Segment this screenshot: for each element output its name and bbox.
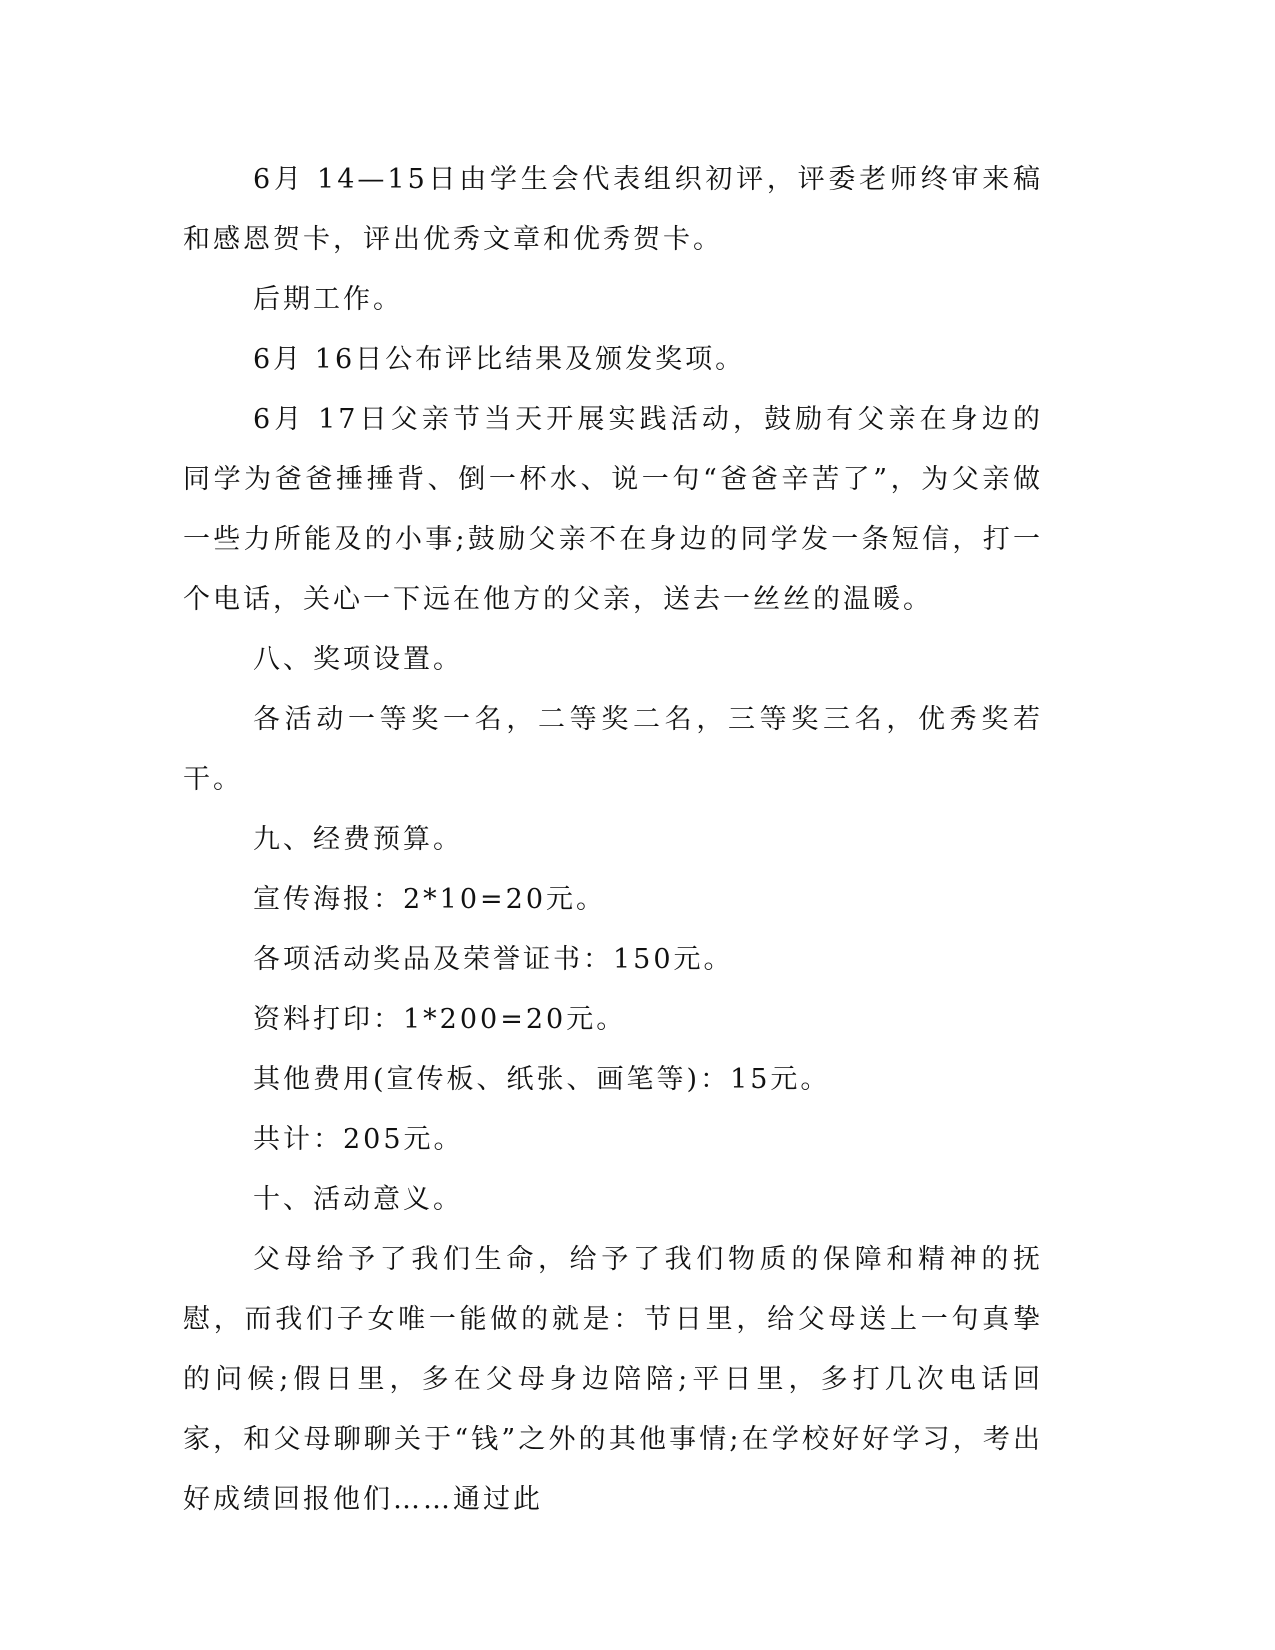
budget-item-other: 其他费用(宣传板、纸张、画笔等)：15元。 (253, 1064, 831, 1095)
paragraph-significance: 父母给予了我们生命，给予了我们物质的保障和精神的抚慰，而我们子女唯一能做的就是：节日里，给父母送上一句真挚的问候;假日里，多在父母身边陪陪;平日里，多打几次电话回家，和父母聊聊关于“钱”之外的其他事情;在学校好好学习，考出好成绩回报他们……通过此 (183, 1244, 1043, 1515)
paragraph-review-schedule: 6月 14—15日由学生会代表组织初评，评委老师终审来稿和感恩贺卡，评出优秀文章和优秀贺卡。 (183, 164, 1043, 255)
budget-item-printing: 资料打印：1*200=20元。 (253, 1004, 627, 1035)
paragraph-award-details: 各活动一等奖一名，二等奖二名，三等奖三名，优秀奖若干。 (183, 704, 1043, 795)
paragraph-results-announcement: 6月 16日公布评比结果及颁发奖项。 (253, 344, 746, 375)
paragraph-later-work: 后期工作。 (253, 284, 403, 315)
budget-item-posters: 宣传海报：2*10=20元。 (253, 884, 607, 915)
heading-award-settings: 八、奖项设置。 (253, 644, 463, 675)
heading-budget: 九、经费预算。 (253, 824, 463, 855)
paragraph-fathers-day-activity: 6月 17日父亲节当天开展实践活动，鼓励有父亲在身边的同学为爸爸捶捶背、倒一杯水、说一句“爸爸辛苦了”，为父亲做一些力所能及的小事;鼓励父亲不在身边的同学发一条短信，打一个电话，关心一下远在他方的父亲，送去一丝丝的温暖。 (183, 404, 1043, 615)
heading-significance: 十、活动意义。 (253, 1184, 463, 1215)
document-body (183, 150, 1043, 1530)
budget-item-prizes: 各项活动奖品及荣誉证书：150元。 (253, 944, 734, 975)
budget-total: 共计：205元。 (253, 1124, 464, 1155)
